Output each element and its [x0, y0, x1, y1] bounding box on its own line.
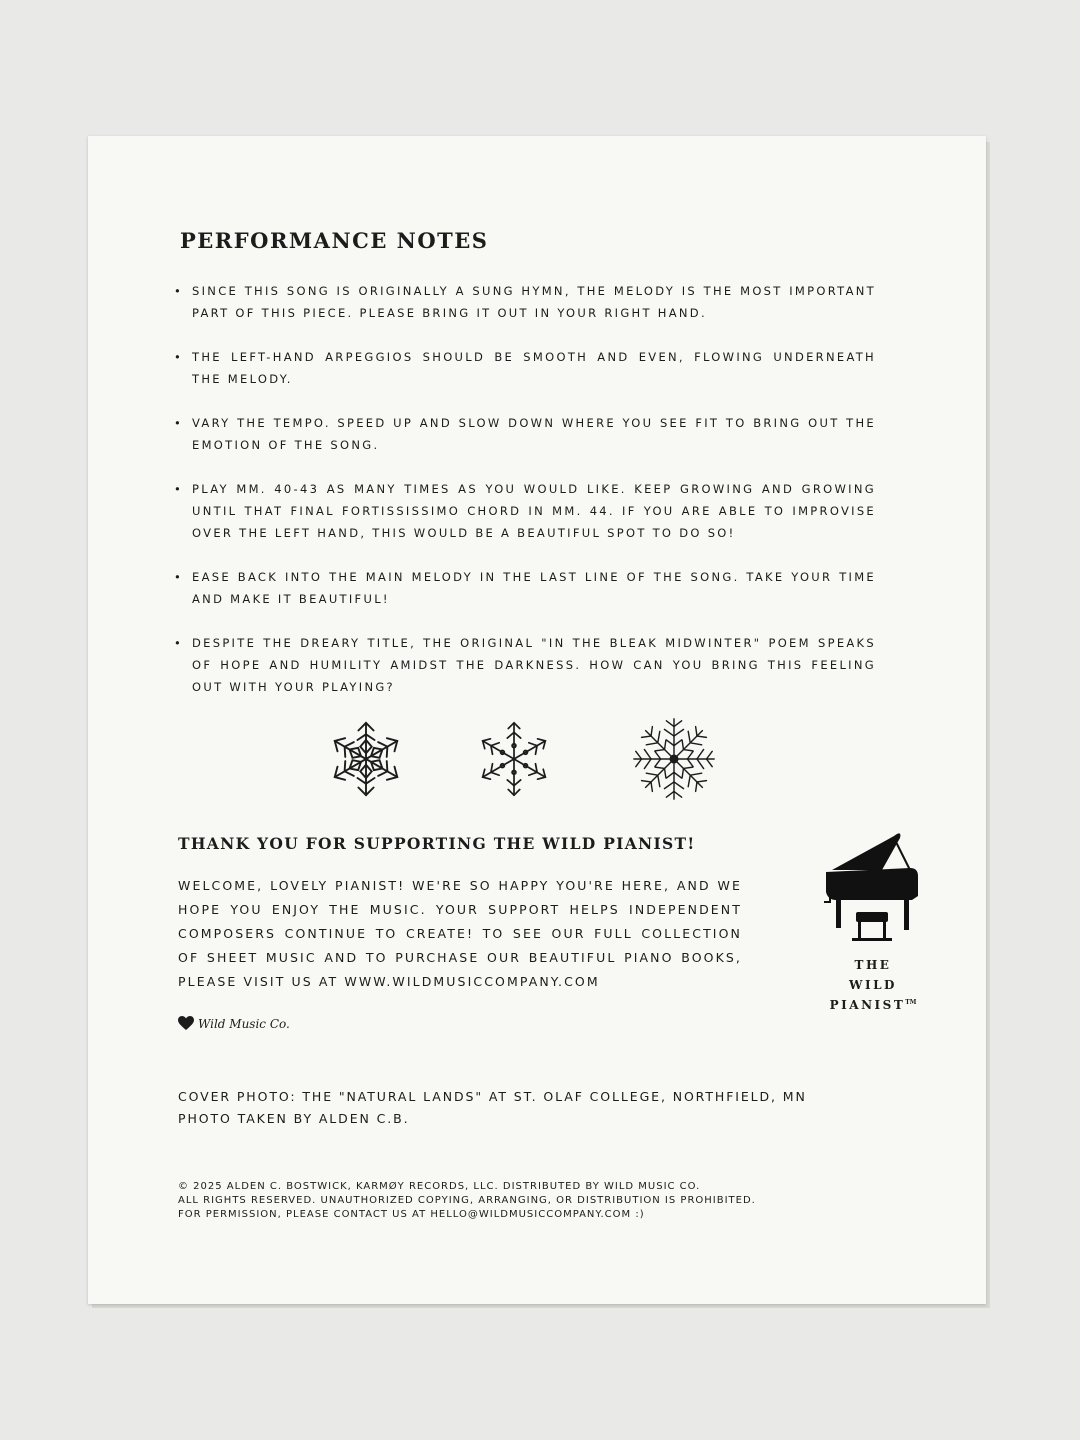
bullet: •: [174, 636, 184, 650]
trademark-mark: TM: [905, 999, 917, 1006]
copyright-notice: [178, 1180, 818, 1222]
wild-pianist-logo: [818, 830, 928, 1020]
cover-photo-credit: [178, 1086, 807, 1130]
snowflake-decorations: [328, 716, 728, 806]
performance-note: • DESPITE THE DREARY TITLE, THE ORIGINAL "IN THE BLEAK MIDWINTER" POEM SPEAKS OF HOPE AND HUMILITY AMIDST THE DARKNESS. HOW CAN YOU BRING THIS FEELING OUT WITH YOUR PLAYING?: [174, 632, 876, 698]
thanks-message: WELCOME, LOVELY PIANIST! WE'RE SO HAPPY YOU'RE HERE, AND WE HOPE YOU ENJOY THE MUSIC. YOUR SUPPORT HELPS INDEPENDENT COMPOSERS CONTINUE TO CREATE! TO SEE OUR FULL COLLECTION OF SHEET MUSIC AND TO PURCHASE OUR BEAUTIFUL PIANO BOOKS, PLEASE VISIT US AT WWW.WILDMUSICCOMPANY.COM: [178, 878, 742, 989]
bullet: •: [174, 350, 184, 364]
performance-note: • SINCE THIS SONG IS ORIGINALLY A SUNG HYMN, THE MELODY IS THE MOST IMPORTANT PART OF THIS PIECE. PLEASE BRING IT OUT IN YOUR RIGHT HAND.: [174, 280, 876, 324]
performance-note: • VARY THE TEMPO. SPEED UP AND SLOW DOWN WHERE YOU SEE FIT TO BRING OUT THE EMOTION OF THE SONG.: [174, 412, 876, 456]
performance-note: • THE LEFT-HAND ARPEGGIOS SHOULD BE SMOOTH AND EVEN, FLOWING UNDERNEATH THE MELODY.: [174, 346, 876, 390]
bullet: •: [174, 482, 184, 496]
performance-notes-heading: PERFORMANCE NOTES: [180, 228, 489, 253]
cover-photo-line: COVER PHOTO: THE "NATURAL LANDS" AT ST. OLAF COLLEGE, NORTHFIELD, MN: [178, 1089, 807, 1104]
performance-note: • PLAY MM. 40-43 AS MANY TIMES AS YOU WOULD LIKE. KEEP GROWING AND GROWING UNTIL THAT FINAL FORTISSISSIMO CHORD IN MM. 44. IF YOU ARE ABLE TO IMPROVISE OVER THE LEFT HAND, THIS WOULD BE A BEAUTIFUL SPOT TO DO SO!: [174, 478, 876, 544]
snowflake-icon: [474, 716, 554, 802]
logo-line-the: THE: [854, 958, 892, 972]
thanks-heading: THANK YOU FOR SUPPORTING THE WILD PIANIST!: [178, 834, 696, 853]
heart-icon: [178, 1016, 194, 1031]
snowflake-icon: [626, 716, 722, 802]
bullet: •: [174, 416, 184, 430]
grand-piano-icon: [822, 830, 922, 942]
performance-note: • EASE BACK INTO THE MAIN MELODY IN THE LAST LINE OF THE SONG. TAKE YOUR TIME AND MAKE IT BEAUTIFUL!: [174, 566, 876, 610]
sheet-music-page: [88, 136, 986, 1304]
snowflake-icon: [328, 716, 404, 802]
wild-music-signature: [178, 1016, 290, 1031]
performance-notes-list: [174, 280, 876, 720]
copyright-line: © 2025 ALDEN C. BOSTWICK, KARMØY RECORDS, LLC. DISTRIBUTED BY WILD MUSIC CO.: [178, 1181, 701, 1192]
bullet: •: [174, 284, 184, 298]
rights-line: ALL RIGHTS RESERVED. UNAUTHORIZED COPYING, ARRANGING, OR DISTRIBUTION IS PROHIBITED.: [178, 1195, 756, 1206]
logo-line-wild: WILD: [849, 978, 897, 992]
permission-line: FOR PERMISSION, PLEASE CONTACT US AT HELLO@WILDMUSICCOMPANY.COM :): [178, 1209, 645, 1220]
signature-text: Wild Music Co.: [198, 1016, 290, 1031]
bullet: •: [174, 570, 184, 584]
photo-credit-line: PHOTO TAKEN BY ALDEN C.B.: [178, 1111, 410, 1126]
logo-line-pianist: PIANIST™: [829, 998, 917, 1012]
